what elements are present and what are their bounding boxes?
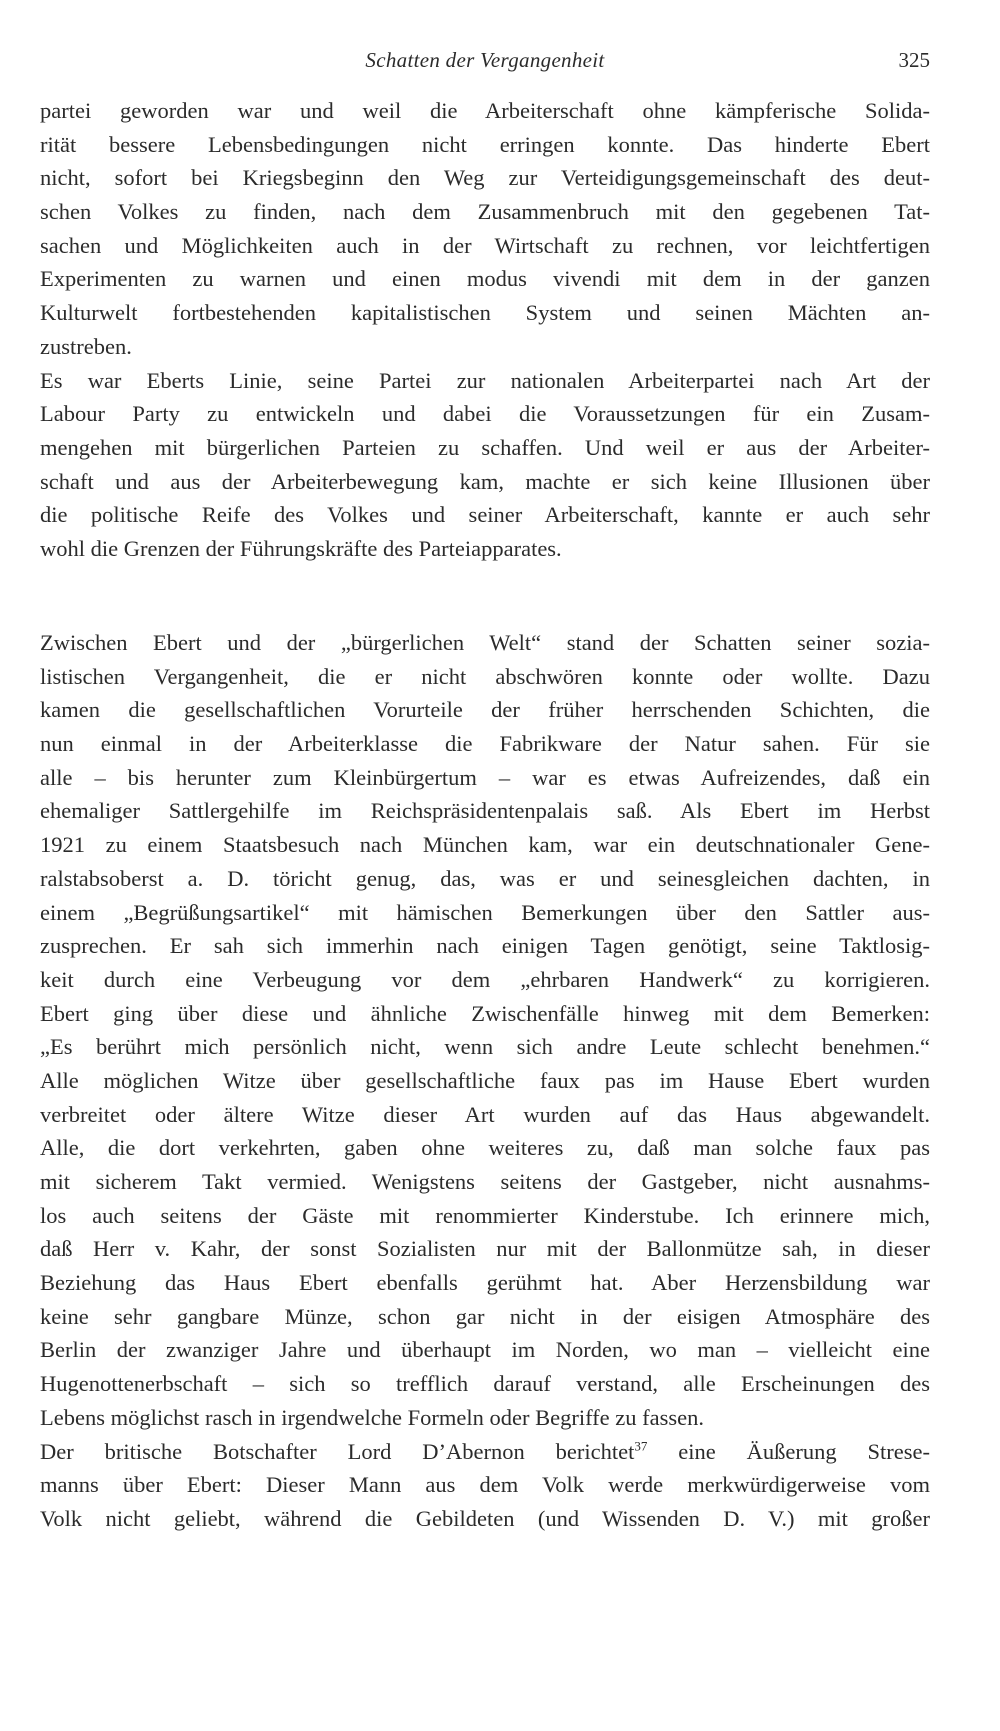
text-line: Alle, die dort verkehrten, gaben ohne weiteres zu, daß man solche faux pas	[40, 1135, 930, 1161]
text-line: die politische Reife des Volkes und seiner Arbeiterschaft, kannte er auch sehr	[40, 502, 930, 528]
text-line: Hugenottenerbschaft – sich so trefflich darauf verstand, alle Erscheinungen des	[40, 1371, 930, 1397]
text-fragment: Der britische Botschafter Lord D’Abernon berichtet	[40, 1438, 635, 1464]
text-line: einem „Begrüßungsartikel“ mit hämischen Bemerkungen über den Sattler aus-	[40, 899, 930, 925]
text-line: keine sehr gangbare Münze, schon gar nicht in der eisigen Atmosphäre des	[40, 1303, 930, 1329]
text-line: „Es berührt mich persönlich nicht, wenn sich andre Leute schlecht benehmen.“	[40, 1034, 930, 1060]
text-line: los auch seitens der Gäste mit renommierter Kinderstube. Ich erinnere mich,	[40, 1202, 930, 1228]
text-line: keit durch eine Verbeugung vor dem „ehrbaren Handwerk“ zu korrigieren.	[40, 966, 930, 992]
text-line: schaft und aus der Arbeiterbewegung kam, machte er sich keine Illusionen über	[40, 468, 930, 494]
text-line: mit sicherem Takt vermied. Wenigstens seitens der Gastgeber, nicht ausnahms-	[40, 1169, 930, 1194]
text-line: 1921 zu einem Staatsbesuch nach München kam, war ein deutschnationaler Gene-	[40, 832, 930, 858]
text-line: Alle möglichen Witze über gesellschaftliche faux pas im Hause Ebert wurden	[40, 1067, 930, 1093]
text-line: manns über Ebert: Dieser Mann aus dem Volk werde merkwürdigerweise vom	[40, 1472, 930, 1498]
text-block-2	[40, 626, 930, 1536]
text-line: Zwischen Ebert und der „bürgerlichen Welt“ stand der Schatten seiner sozia-	[40, 630, 930, 655]
text-line: verbreitet oder ältere Witze dieser Art wurden auf das Haus abgewandelt.	[40, 1101, 930, 1127]
page-number: 325	[898, 48, 930, 72]
text-line: partei geworden war und weil die Arbeiterschaft ohne kämpferische Solida-	[40, 98, 930, 123]
text-line: Experimenten zu warnen und einen modus vivendi mit dem in der ganzen	[40, 266, 930, 292]
text-line: ralstabsoberst a. D. töricht genug, das, was er und seinesgleichen dachten, in	[40, 865, 930, 891]
book-page	[40, 0, 930, 1731]
text-line: Labour Party zu entwickeln und dabei die Voraussetzungen für ein Zusam-	[40, 401, 930, 427]
text-line: Es war Eberts Linie, seine Partei zur nationalen Arbeiterpartei nach Art der	[40, 367, 930, 393]
running-title: Schatten der Vergangenheit	[365, 48, 605, 72]
text-line: daß Herr v. Kahr, der sonst Sozialisten nur mit der Ballonmütze sah, in dieser	[40, 1236, 930, 1262]
text-line: alle – bis herunter zum Kleinbürgertum – war es etwas Aufreizendes, daß ein	[40, 764, 930, 790]
text-line: Kulturwelt fortbestehenden kapitalistischen System und seinen Mächten an-	[40, 300, 930, 326]
text-line-with-footnote	[40, 1435, 930, 1469]
text-line: Ebert ging über diese und ähnliche Zwischenfälle hinweg mit dem Bemerken:	[40, 1000, 930, 1026]
text-line: listischen Vergangenheit, die er nicht abschwören konnte oder wollte. Dazu	[40, 663, 930, 689]
text-line: zustreben.	[40, 333, 132, 359]
text-line: kamen die gesellschaftlichen Vorurteile der früher herrschenden Schichten, die	[40, 697, 930, 723]
text-line: schen Volkes zu finden, nach dem Zusammenbruch mit den gegebenen Tat-	[40, 199, 930, 225]
text-line: rität bessere Lebensbedingungen nicht erringen konnte. Das hinderte Ebert	[40, 131, 930, 157]
footnote-marker[interactable]: 37	[634, 1438, 648, 1453]
text-line: mengehen mit bürgerlichen Parteien zu schaffen. Und weil er aus der Arbeiter-	[40, 434, 930, 460]
text-line: nun einmal in der Arbeiterklasse die Fabrikware der Natur sahen. Für sie	[40, 731, 930, 757]
text-block-1	[40, 94, 930, 566]
text-line: Berlin der zwanziger Jahre und überhaupt im Norden, wo man – vielleicht eine	[40, 1337, 930, 1363]
text-line: ehemaliger Sattlergehilfe im Reichspräsidentenpalais saß. Als Ebert im Herbst	[40, 798, 930, 824]
page-header	[40, 48, 930, 78]
text-fragment: eine Äußerung Strese-	[647, 1438, 931, 1464]
text-line: zusprechen. Er sah sich immerhin nach einigen Tagen genötigt, seine Taktlosig-	[40, 933, 930, 959]
text-line: sachen und Möglichkeiten auch in der Wirtschaft zu rechnen, vor leichtfertigen	[40, 232, 930, 258]
text-line: nicht, sofort bei Kriegsbeginn den Weg zur Verteidigungsgemeinschaft des deut-	[40, 165, 930, 191]
text-line: wohl die Grenzen der Führungskräfte des Parteiapparates.	[40, 535, 562, 561]
text-line: Lebens möglichst rasch in irgendwelche Formeln oder Begriffe zu fassen.	[40, 1404, 704, 1430]
text-line: Beziehung das Haus Ebert ebenfalls gerühmt hat. Aber Herzensbildung war	[40, 1270, 930, 1296]
text-line: Volk nicht geliebt, während die Gebildeten (und Wissenden D. V.) mit großer	[40, 1505, 930, 1531]
